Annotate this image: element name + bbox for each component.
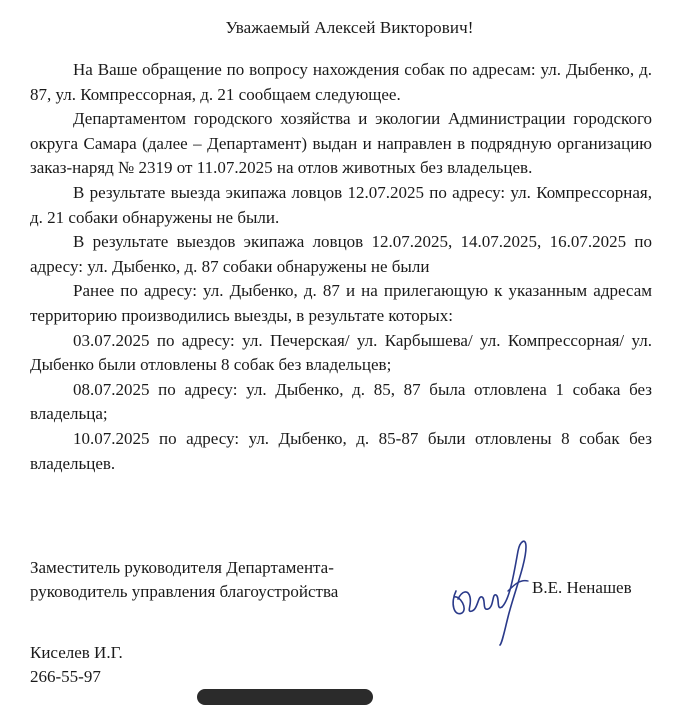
paragraph-order: Департаментом городского хозяйства и экологии Администрации городского округа Самара (далее – Департамент) выдан и направлен в подрядную организацию заказ-наряд № 2319 от 11.07.2025 на отлов животных без владельцев. <box>30 109 652 178</box>
paragraph-result-kompressornaya: В результате выезда экипажа ловцов 12.07.2025 по адресу: ул. Компрессорная, д. 21 собаки обнаружены не были. <box>30 182 652 227</box>
executor-phone: 266-55-97 <box>30 667 101 686</box>
letter-body <box>30 58 652 476</box>
home-indicator <box>197 689 373 705</box>
signatory-position <box>30 556 338 604</box>
paragraph-result-dybenko: В результате выездов экипажа ловцов 12.07.2025, 14.07.2025, 16.07.2025 по адресу: ул. Дыбенко, д. 87 собаки обнаружены не были <box>30 232 652 276</box>
handwritten-signature <box>448 533 534 647</box>
executor-name: Киселев И.Г. <box>30 643 123 662</box>
paragraph-catch-1007: 10.07.2025 по адресу: ул. Дыбенко, д. 85-87 были отловлены 8 собак без владельцев. <box>30 428 652 473</box>
paragraph-catch-0807: 08.07.2025 по адресу: ул. Дыбенко, д. 85, 87 была отловлена 1 собака без владельца; <box>30 379 652 424</box>
paragraph-earlier: Ранее по адресу: ул. Дыбенко, д. 87 и на прилегающую к указанным адресам территорию производились выезды, в результате которых: <box>30 281 652 325</box>
signatory-name: В.Е. Ненашев <box>532 578 632 597</box>
paragraph-appeal: На Ваше обращение по вопросу нахождения собак по адресам: ул. Дыбенко, д. 87, ул. Компрессорная, д. 21 сообщаем следующее. <box>30 60 652 104</box>
position-line-1: Заместитель руководителя Департамента- <box>30 558 334 577</box>
executor-block <box>30 641 123 689</box>
paragraph-catch-0307: 03.07.2025 по адресу: ул. Печерская/ ул. Карбышева/ ул. Компрессорная/ ул. Дыбенко были отловлены 8 собак без владельцев; <box>30 330 652 375</box>
position-line-2: руководитель управления благоустройства <box>30 582 339 601</box>
salutation: Уважаемый Алексей Викторович! <box>225 18 474 37</box>
